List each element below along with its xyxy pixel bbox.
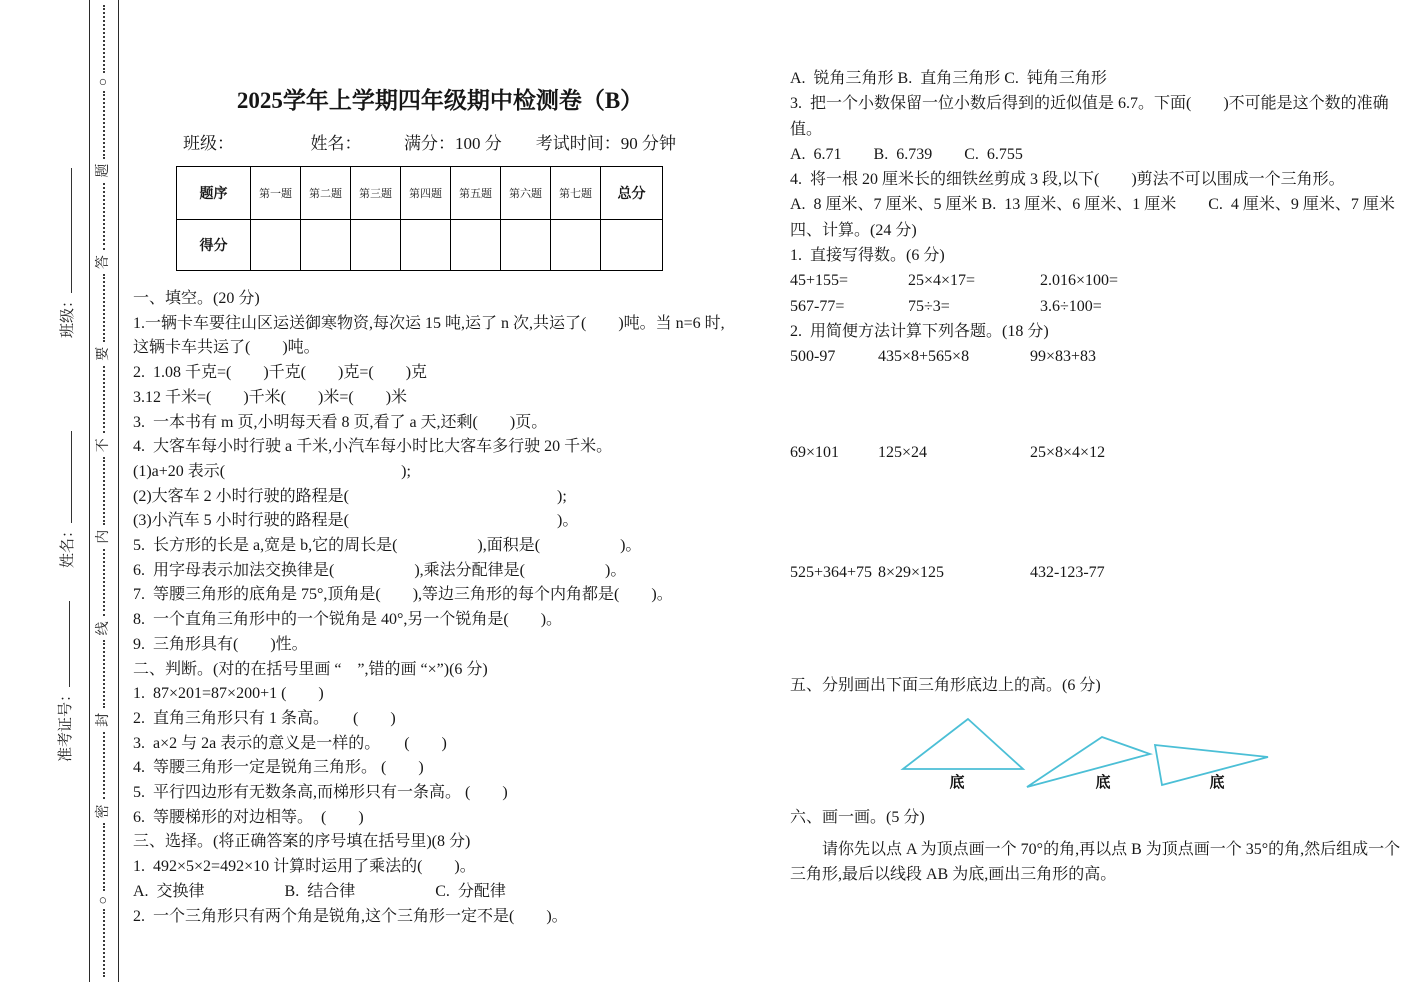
question-line: 2. 直角三角形只有 1 条高。 ( ) (133, 709, 396, 727)
dotted-leader (103, 366, 105, 434)
paper-title: 2025学年上学期四年级期中检测卷（B） (236, 88, 644, 113)
question-line: 2. 1.08 千克=( )千克( )克=( )克 (133, 364, 428, 382)
question-line: 2. 一个三角形只有两个角是锐角,这个三角形一定不是( )。 (133, 907, 568, 925)
direct-calc-header: 1. 直接写得数。(6 分) (790, 247, 945, 265)
score-table-cell-q6: 第六题 (501, 167, 551, 220)
question-line: 这辆卡车共运了( )吨。 (133, 339, 320, 357)
calc-expression: 25×8×4×12 (1030, 443, 1106, 461)
calc-expression: 435×8+565×8 (878, 348, 970, 366)
triangles-figure (790, 698, 1350, 793)
choice-options-line: A. 8 厘米、7 厘米、5 厘米 B. 13 厘米、6 厘米、1 厘米 C. 4 厘米、9 厘米、7 厘米 (790, 196, 1395, 214)
left-column (133, 72, 747, 929)
choice-options-line: A. 6.71 B. 6.739 C. 6.755 (790, 145, 1023, 163)
question-line: 4. 等腰三角形一定是锐角三角形。 ( ) (133, 759, 424, 777)
seal-char: 线 (96, 621, 111, 636)
section6-header: 六、画一画。(5 分) (790, 809, 925, 827)
seal-circle-mark: ○ (96, 77, 111, 87)
margin-name-label-text: 姓名： (60, 522, 76, 568)
margin-class-label-text: 班级： (60, 292, 76, 338)
seal-char: 封 (96, 712, 111, 727)
margin-exam-no-label (54, 601, 75, 762)
question-line: 1. 87×201=87×200+1 ( ) (133, 685, 324, 703)
score-table-cell-q4: 第四题 (401, 167, 451, 220)
question-line: 3. 一本书有 m 页,小明每天看 8 页,看了 a 天,还剩( )页。 (133, 413, 548, 431)
seal-char: 题 (96, 163, 111, 178)
score-table (176, 166, 663, 271)
score-table-cell-total: 总分 (601, 167, 663, 220)
dotted-leader (103, 640, 105, 708)
seal-char: 内 (96, 529, 111, 544)
name-blank-line (57, 431, 72, 523)
simplify-calc-row (790, 560, 1414, 585)
triangle-base-label: 底 (949, 775, 965, 792)
seal-circle-mark: ○ (96, 895, 111, 905)
margin-name-label (56, 431, 77, 568)
question-line: 3. a×2 与 2a 表示的意义是一样的。 ( ) (133, 734, 447, 752)
direct-calc-row (790, 268, 1414, 293)
section6-instructions: 请你先以点 A 为顶点画一个 70°的角,再以点 B 为顶点画一个 35°的角,然后组成一个三角形,最后以线段 AB 为底,画出三角形的高。 (790, 840, 1401, 884)
exam-no-blank-line (55, 601, 70, 687)
question-line: (2)大客车 2 小时行驶的路程是( ); (133, 487, 567, 505)
score-table-cell-q3: 第三题 (351, 167, 401, 220)
question-line: 1.一辆卡车要往山区运送御寒物资,每次运 15 吨,运了 n 次,共运了( )吨。当 n=6 时, (133, 314, 725, 332)
triangle-base-label: 底 (1095, 775, 1111, 792)
calc-expression: 99×83+83 (1030, 348, 1097, 366)
question-line: 3. 把一个小数保留一位小数后得到的近似值是 6.7。下面( )不可能是这个数的准确值。 (790, 95, 1389, 138)
seal-char: 密 (96, 804, 111, 819)
right-column (790, 66, 1414, 887)
calc-expression: 8×29×125 (878, 563, 945, 581)
seal-char: 答 (96, 255, 111, 270)
triangle-base-label: 底 (1209, 775, 1225, 792)
dotted-leader (103, 5, 105, 73)
question-line: (1)a+20 表示( ); (133, 462, 411, 480)
margin-class-label (56, 168, 77, 338)
score-table-score-row (177, 220, 663, 271)
calc-expression: 125×24 (878, 443, 928, 461)
binding-line-outer (118, 0, 119, 982)
score-table-cell-q2: 第二题 (301, 167, 351, 220)
section4-header: 四、计算。(24 分) (790, 221, 917, 239)
calc-expression: 500-97 (790, 348, 836, 366)
choice-options-line: A. 锐角三角形 B. 直角三角形 C. 钝角三角形 (790, 70, 1107, 87)
calc-expression: 3.6÷100= (1040, 297, 1102, 315)
class-blank-line (57, 168, 72, 293)
calc-expression: 69×101 (790, 443, 840, 461)
question-line: (3)小汽车 5 小时行驶的路程是( )。 (133, 512, 579, 530)
section5-header: 五、分别画出下面三角形底边上的高。(6 分) (790, 677, 1101, 695)
question-line: 9. 三角形具有( )性。 (133, 635, 308, 653)
question-line: 6. 用字母表示加法交换律是( ),乘法分配律是( )。 (133, 561, 627, 579)
calc-expression: 25×4×17= (908, 272, 976, 290)
calc-expression: 567-77= (790, 297, 845, 315)
question-line: 1. 492×5×2=492×10 计算时运用了乘法的( )。 (133, 858, 476, 876)
dotted-leader (103, 183, 105, 251)
score-table-cell-q5: 第五题 (451, 167, 501, 220)
question-line: 8. 一个直角三角形中的一个锐角是 40°,另一个锐角是( )。 (133, 611, 563, 629)
dotted-leader (103, 91, 105, 159)
score-cell (501, 220, 551, 271)
seal-line-strip (92, 0, 116, 982)
question-line: 4. 将一根 20 厘米长的细铁丝剪成 3 段,以下( )剪法不可以围成一个三角形。 (790, 171, 1345, 189)
question-line: 5. 长方形的长是 a,宽是 b,它的周长是( ),面积是( )。 (133, 537, 642, 555)
score-cell (351, 220, 401, 271)
dotted-leader (103, 274, 105, 342)
binding-line-inner (89, 0, 90, 982)
question-line: 6. 等腰梯形的对边相等。 ( ) (133, 808, 364, 826)
margin-exam-no-label-text: 准考证号： (58, 686, 74, 762)
score-cell (451, 220, 501, 271)
dotted-leader (103, 457, 105, 525)
section3-header: 三、选择。(将正确答案的序号填在括号里)(8 分) (133, 833, 471, 851)
dotted-leader (103, 549, 105, 617)
section2-header: 二、判断。(对的在括号里画 “ ”,错的画 “×”)(6 分) (133, 660, 488, 678)
choice-options-line: A. 交换律 B. 结合律 C. 分配律 (133, 882, 506, 900)
score-cell (601, 220, 663, 271)
direct-calc-row (790, 294, 1414, 319)
seal-char: 不 (96, 438, 111, 453)
score-cell (551, 220, 601, 271)
score-label-cell: 得分 (177, 220, 251, 271)
calc-expression: 432-123-77 (1030, 563, 1105, 581)
question-line: 4. 大客车每小时行驶 a 千米,小汽车每小时比大客车多行驶 20 千米。 (133, 438, 613, 456)
triangle-1 (903, 719, 1023, 769)
calc-expression: 525+364+75 (790, 563, 873, 581)
dotted-leader (103, 732, 105, 800)
question-line: 3.12 千米=( )千米( )米=( )米 (133, 388, 408, 406)
question-line: 7. 等腰三角形的底角是 75°,顶角是( ),等边三角形的每个内角都是( )。 (133, 586, 673, 604)
score-cell (251, 220, 301, 271)
score-table-header-row (177, 167, 663, 220)
dotted-leader (103, 823, 105, 891)
student-info-line: 班级： 姓名： 满分：100 分 考试时间：90 分钟 (183, 134, 676, 153)
score-cell (401, 220, 451, 271)
calc-expression: 2.016×100= (1040, 272, 1119, 290)
score-table-cell-tixu: 题序 (177, 167, 251, 220)
calc-expression: 45+155= (790, 272, 849, 290)
question-line: 5. 平行四边形有无数条高,而梯形只有一条高。 ( ) (133, 784, 508, 802)
score-table-cell-q1: 第一题 (251, 167, 301, 220)
score-cell (301, 220, 351, 271)
seal-char: 要 (96, 346, 111, 361)
simplify-calc-header: 2. 用简便方法计算下列各题。(18 分) (790, 322, 1049, 340)
score-table-cell-q7: 第七题 (551, 167, 601, 220)
simplify-calc-row (790, 440, 1414, 465)
triangle-2 (1027, 737, 1150, 787)
simplify-calc-row (790, 344, 1414, 369)
calc-expression: 75÷3= (908, 297, 950, 315)
section1-header: 一、填空。(20 分) (133, 290, 260, 307)
dotted-leader (103, 909, 105, 977)
